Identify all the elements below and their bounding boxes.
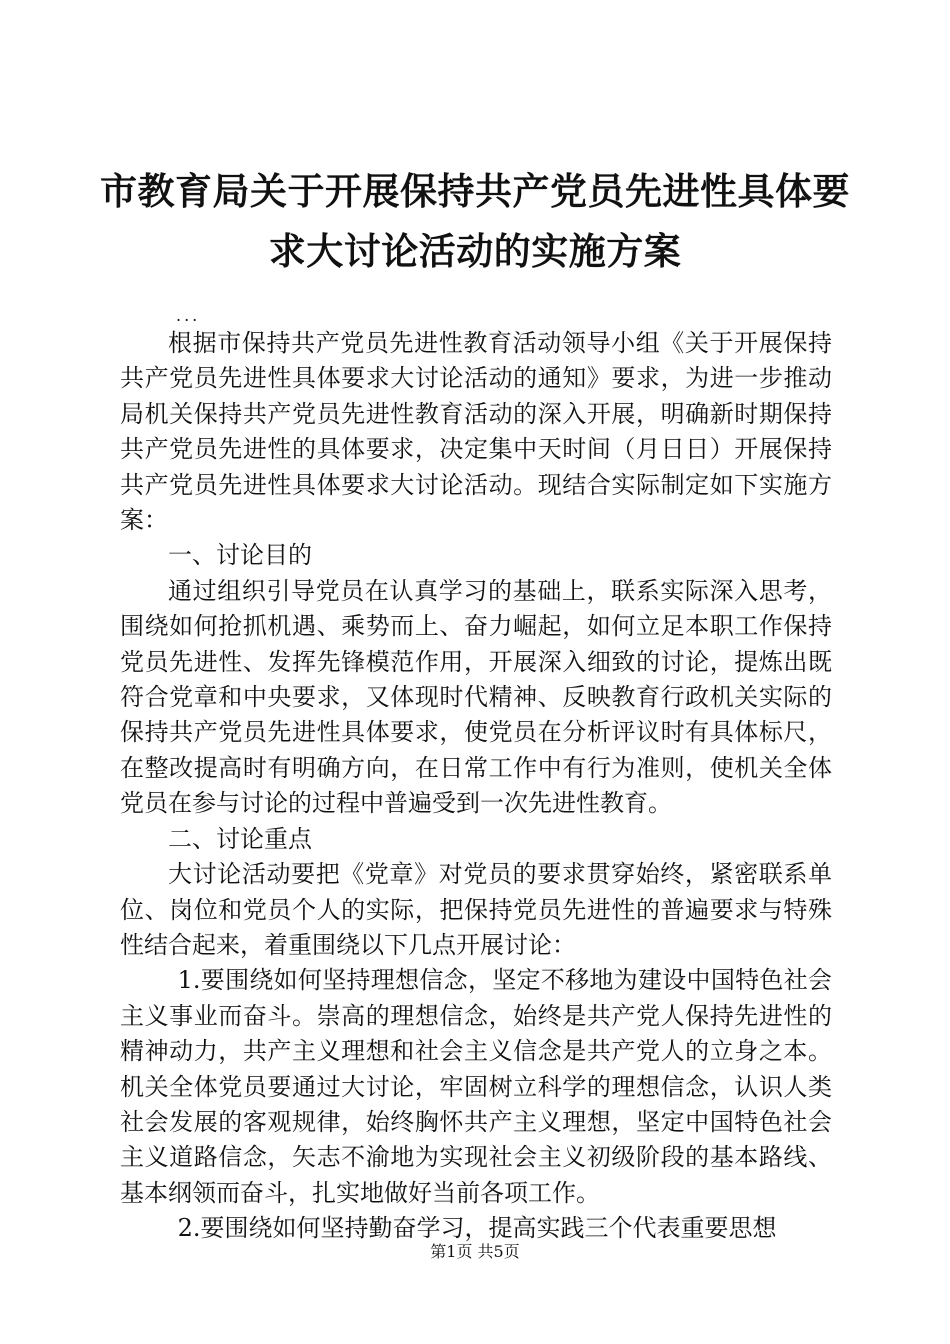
ellipsis-marker: ... bbox=[176, 306, 201, 325]
section-heading-focus: 二、讨论重点 bbox=[168, 824, 312, 853]
section-heading-purpose: 一、讨论目的 bbox=[168, 541, 312, 570]
list-item-2: 2.要围绕如何坚持勤奋学习，提高实践三个代表重要思想 bbox=[177, 1214, 777, 1243]
paragraph-purpose: 通过组织引导党员在认真学习的基础上，联系实际深入思考，围绕如何抢抓机遇、乘势而上、奋力崛起，如何立足本职工作保持党员先进性、发挥先锋模范作用，开展深入细致的讨论，提炼出既符合党章和中央要求，又体现时代精神、反映教育行政机关实际的保持共产党员先进性具体要求，使党员在分析评议时有具体标尺，在整改提高时有明确方向，在日常工作中有行为准则，使机关全体党员在参与讨论的过程中普遍受到一次先进性教育。 bbox=[120, 576, 832, 818]
title-line-1: 市教育局关于开展保持共产党员先进性具体要 bbox=[100, 170, 850, 213]
list-item-1: 1.要围绕如何坚持理想信念，坚定不移地为建设中国特色社会主义事业而奋斗。崇高的理想信念，始终是共产党人保持先进性的精神动力，共产主义理想和社会主义信念是共产党人的立身之本。机关全体党员要通过大讨论，牢固树立科学的理想信念，认识人类社会发展的客观规律，始终胸怀共产主义理想，坚定中国特色社会主义道路信念，矢志不渝地为实现社会主义初级阶段的基本路线、基本纲领而奋斗，扎实地做好当前各项工作。 bbox=[120, 966, 832, 1207]
page-footer: 第1页 共5页 bbox=[430, 1242, 520, 1261]
paragraph-focus: 大讨论活动要把《党章》对党员的要求贯穿始终，紧密联系单位、岗位和党员个人的实际，把保持党员先进性的普遍要求与特殊性结合起来，着重围绕以下几点开展讨论： bbox=[120, 860, 832, 959]
paragraph-intro: 根据市保持共产党员先进性教育活动领导小组《关于开展保持共产党员先进性具体要求大讨论活动的通知》要求，为进一步推动局机关保持共产党员先进性教育活动的深入开展，明确新时期保持共产党员先进性的具体要求，决定集中天时间（月日日）开展保持共产党员先进性具体要求大讨论活动。现结合实际制定如下实施方案： bbox=[120, 329, 832, 535]
document-body bbox=[120, 326, 832, 1247]
title-line-2: 求大讨论活动的实施方案 bbox=[268, 230, 682, 273]
document-title bbox=[100, 162, 850, 282]
